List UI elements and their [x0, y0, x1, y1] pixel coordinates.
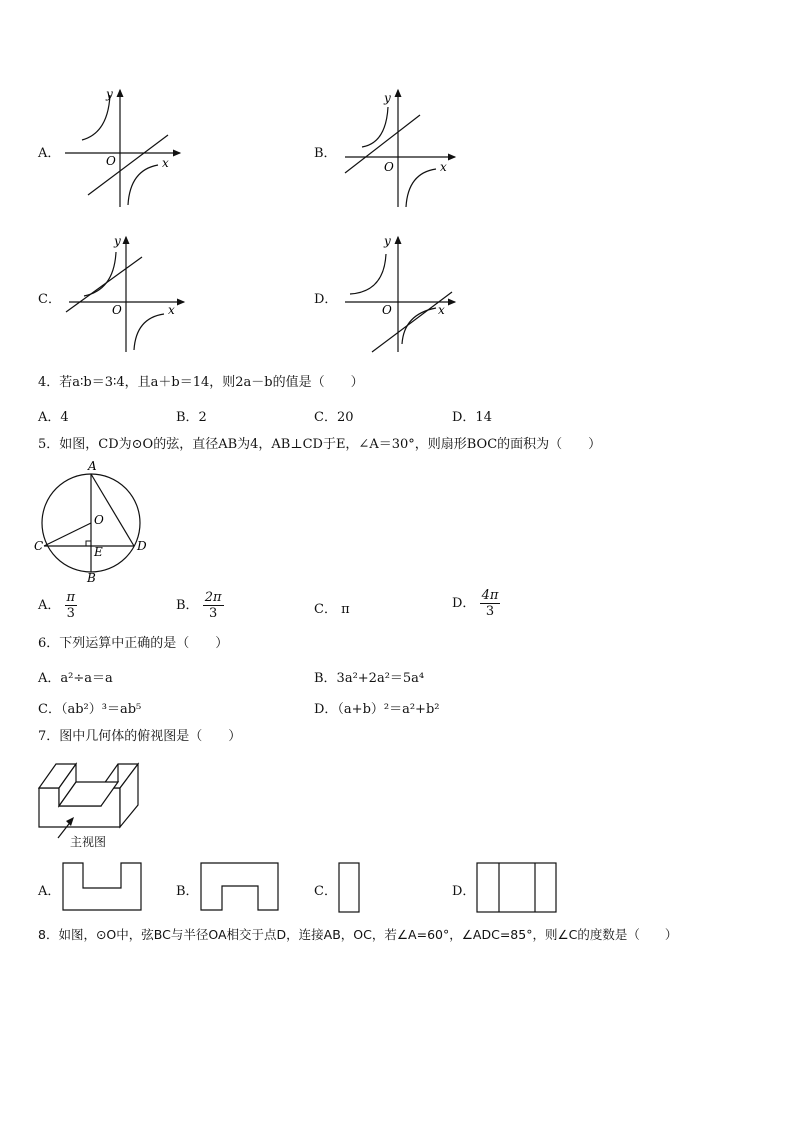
option-letter: D． [452, 596, 476, 611]
origin-label: O [112, 303, 122, 317]
q4-stem: 4．若a∶b＝3∶4，且a＋b＝14，则2a－b的值是（ ） [38, 375, 364, 390]
origin-label: O [382, 303, 392, 317]
y-axis-label: y [384, 91, 391, 105]
q7-stem: 7．图中几何体的俯视图是（ ） [38, 729, 242, 744]
origin-label: O [106, 154, 116, 168]
q7-solid-figure [36, 760, 146, 830]
q6-option-c[interactable]: C．（ab²）³＝ab⁵ [38, 702, 142, 717]
q5-circle-figure [34, 460, 154, 586]
point-b-label: B [87, 571, 96, 585]
denominator: 3 [208, 606, 218, 621]
q7-option-c-label[interactable]: C． [314, 884, 337, 899]
q3-option-d-label: D． [314, 292, 338, 307]
denominator: 3 [66, 606, 75, 621]
q5-option-c[interactable] [314, 598, 350, 617]
x-axis-label: x [162, 156, 169, 170]
q4-option-b[interactable]: B．2 [176, 410, 207, 425]
numerator: 4π [481, 588, 499, 603]
q3-option-c-label: C． [38, 292, 61, 307]
origin-label: O [384, 160, 394, 174]
q8-stem: 8．如图，⊙O中，弦BC与半径OA相交于点D，连接AB，OC，若∠A=60°，∠ADC=85°，则∠C的度数是（ ） [38, 927, 678, 942]
q5-option-d[interactable] [452, 588, 500, 619]
fraction [480, 588, 501, 619]
x-axis-label: x [168, 303, 175, 317]
front-view-caption: 主视图 [70, 835, 107, 849]
q3-option-b-label: B． [314, 146, 337, 161]
point-c-label: C [34, 539, 44, 553]
q4-option-a[interactable]: A．4 [38, 410, 69, 425]
q3-option-a-label: A． [38, 146, 61, 161]
q6-option-b[interactable]: B．3a²+2a²＝5a⁴ [314, 671, 425, 686]
denominator: 3 [485, 604, 495, 619]
q6-option-d[interactable]: D．（a+b）²＝a²+b² [314, 702, 440, 717]
q6-stem: 6．下列运算中正确的是（ ） [38, 636, 229, 651]
q7-option-d-shape[interactable] [476, 862, 558, 914]
numerator: 2π [204, 590, 222, 605]
option-letter: B． [176, 598, 199, 613]
q7-option-d-label[interactable]: D． [452, 884, 476, 899]
q3-option-c-graph [64, 232, 194, 357]
q6-option-a[interactable]: A．a²÷a＝a [38, 671, 113, 686]
q4-option-d[interactable]: D．14 [452, 410, 492, 425]
option-letter: A． [38, 598, 61, 613]
q7-option-c-shape[interactable] [338, 862, 362, 914]
q7-option-b-label[interactable]: B． [176, 884, 199, 899]
point-e-label: E [94, 545, 103, 559]
q5-stem: 5．如图，CD为⊙O的弦，直径AB为4，AB⊥CD于E，∠A＝30°，则扇形BOC的面积为（ ） [38, 437, 602, 452]
option-value: π [341, 602, 350, 617]
point-d-label: D [137, 539, 147, 553]
point-o-label: O [94, 513, 104, 527]
q5-option-a[interactable] [38, 590, 77, 621]
fraction [203, 590, 224, 621]
q5-option-b[interactable] [176, 590, 224, 621]
q7-option-a-shape[interactable] [62, 862, 142, 912]
numerator: π [66, 590, 76, 605]
y-axis-label: y [114, 234, 121, 248]
fraction [65, 590, 78, 621]
x-axis-label: x [440, 160, 447, 174]
q4-option-c[interactable]: C．20 [314, 410, 354, 425]
x-axis-label: x [438, 303, 445, 317]
y-axis-label: y [384, 234, 391, 248]
q3-option-a-graph [60, 85, 190, 210]
option-letter: C． [314, 602, 337, 617]
q3-option-b-graph [340, 85, 470, 210]
point-a-label: A [88, 459, 97, 473]
q7-option-b-shape[interactable] [200, 862, 280, 912]
q3-option-d-graph [340, 232, 470, 357]
y-axis-label: y [106, 87, 113, 101]
q7-option-a-label[interactable]: A． [38, 884, 61, 899]
